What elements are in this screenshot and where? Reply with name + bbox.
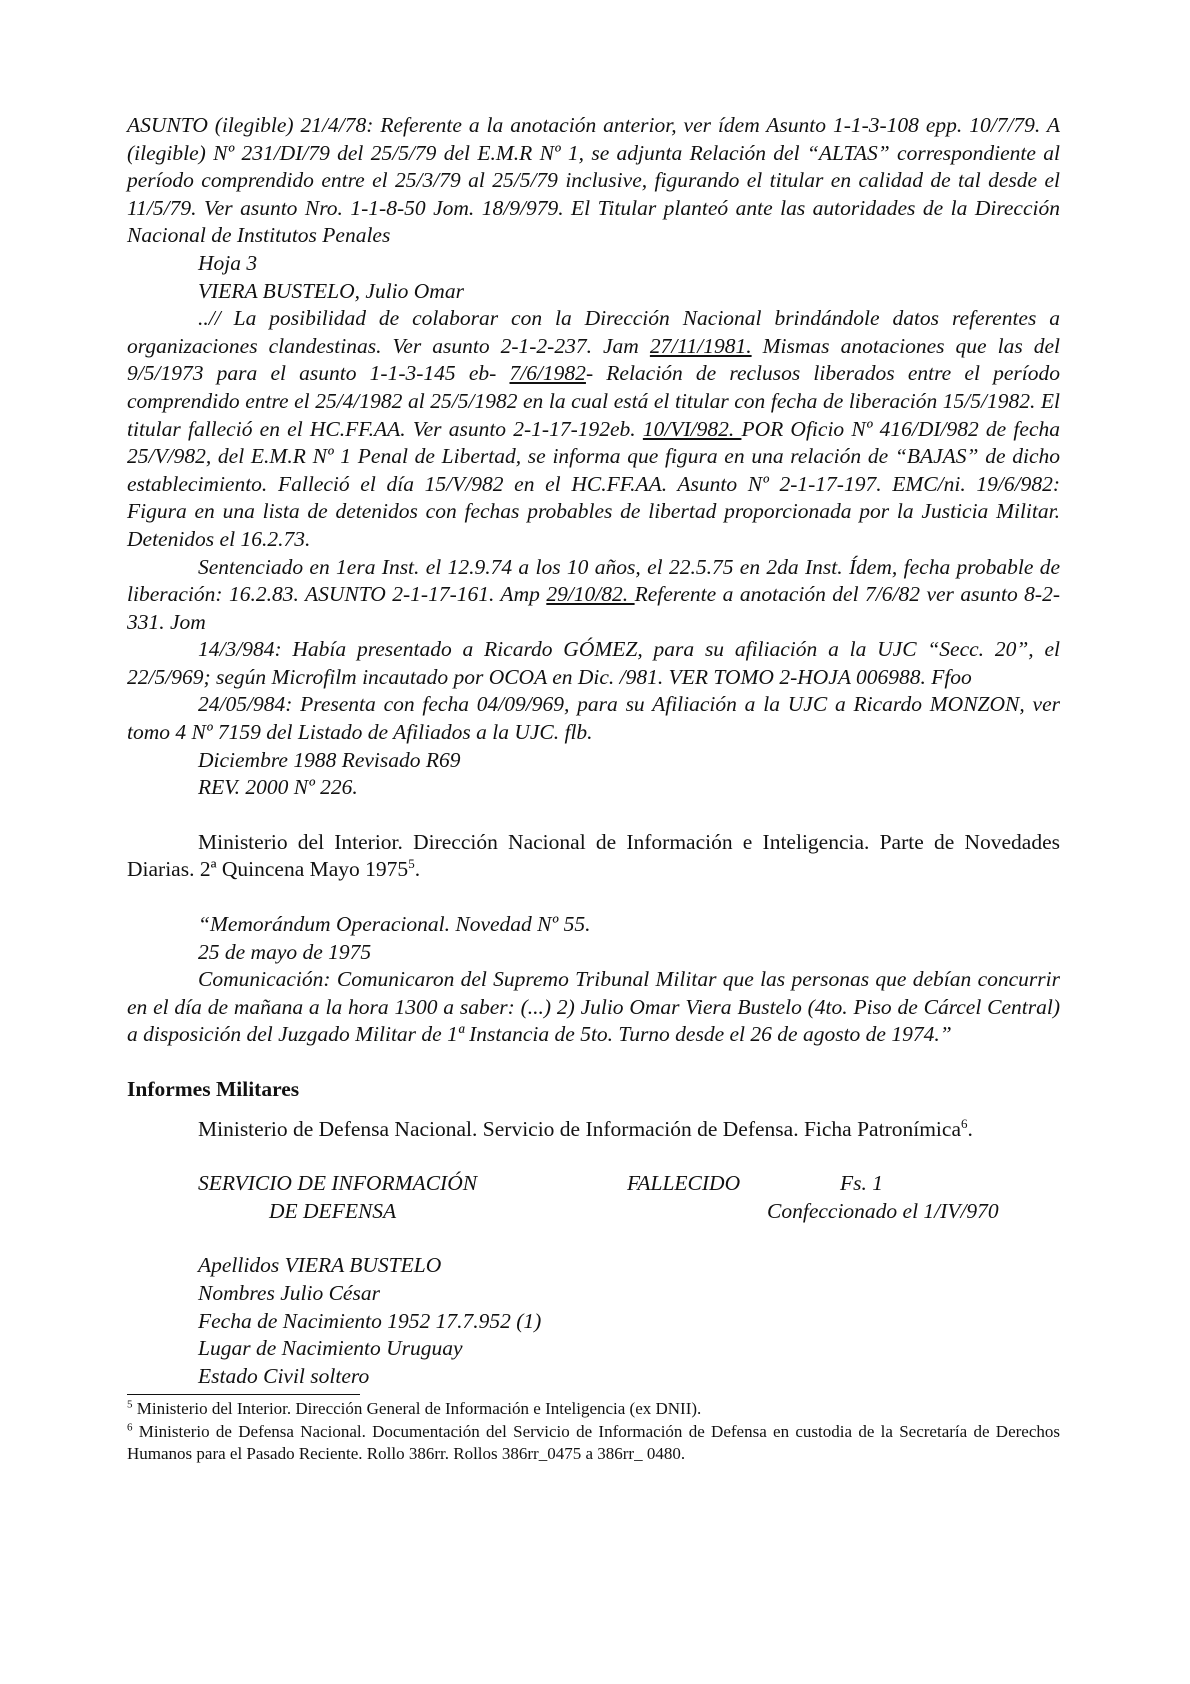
- confeccionado-label: Confeccionado el 1/IV/970: [767, 1198, 999, 1223]
- asunto-paragraph: ASUNTO (ilegible) 21/4/78: Referente a la anotación anterior, ver ídem Asunto 1-1-3-108 epp. 10/7/79. A (ilegible) Nº 231/DI/79 del 25/5/79 del E.M.R Nº 1, se adjunta Relación del “ALTAS” correspondiente al período comprendido entre el 25/3/79 al 25/5/79 inclusive, figurando el titular en calidad de tal desde el 11/5/79. Ver asunto Nro. 1-1-8-50 Jom. 18/9/979. El Titular planteó ante las autoridades de la Dirección Nacional de Institutos Penales: [127, 113, 1060, 248]
- afiliacion-paragraph-2: 24/05/984: Presenta con fecha 04/09/969, para su Afiliación a la UJC a Ricardo MONZON, ver tomo 4 Nº 7159 del Listado de Afiliados a la UJC. flb.: [127, 692, 1060, 745]
- folio-label: Fs. 1: [840, 1171, 883, 1196]
- underlined-date: 29/10/82.: [546, 582, 635, 607]
- underlined-date: 10/VI/982.: [642, 416, 742, 441]
- text-run: Mismas anotaciones que las del 9/5/1973 para el asunto 1-1-3-145 eb-: [127, 333, 1061, 386]
- servicio-label-cont: DE DEFENSA: [269, 1198, 397, 1223]
- ministerio-defensa-paragraph: [127, 1116, 1060, 1144]
- text-run: Ministerio del Interior. Dirección Nacional de Información e Inteligencia. Parte de Novedades Diarias. 2ª Quincena Mayo 1975: [127, 829, 1060, 882]
- footnote-number: 5: [127, 1398, 133, 1411]
- footnote-ref: 5: [408, 856, 415, 872]
- subject-name: VIERA BUSTELO, Julio Omar: [198, 278, 464, 303]
- footnote-text: Ministerio de Defensa Nacional. Documentación del Servicio de Información de Defensa en custodia de la Secretaría de Derechos Humanos para el Pasado Reciente. Rollo 386rr. Rollos 386rr_0475 a 386rr_ 0480.: [127, 1421, 1060, 1464]
- ficha-header-row-2: [127, 1198, 1060, 1226]
- text-run: POR Oficio Nº 416/DI/982 de fecha 25/V/982, del E.M.R Nº 1 Penal de Libertad, se informa que figura en una relación de “BAJAS” de dicho establecimiento. Falleció el día 15/V/982 en el HC.FF.AA. Asunto Nº 2-1-17-197. EMC/ni. 19/6/982: Figura en una lista de detenidos con fechas probables de libertad proporcionada por la Justicia Militar. Detenidos el 16.2.73.: [127, 416, 1060, 551]
- estado-label: FALLECIDO: [627, 1171, 741, 1196]
- footnote-6: [127, 1421, 1060, 1466]
- footnote-ref: 6: [961, 1115, 968, 1131]
- text-run: Ministerio de Defensa Nacional. Servicio de Información de Defensa. Ficha Patronímica: [198, 1116, 961, 1141]
- underlined-date: 7/6/1982: [509, 361, 586, 386]
- footnote-text: Ministerio del Interior. Dirección General de Información e Inteligencia (ex DNII).: [132, 1399, 702, 1419]
- text-run: .: [967, 1116, 973, 1141]
- text-run: .: [414, 857, 421, 882]
- servicio-label: SERVICIO DE INFORMACIÓN: [198, 1171, 478, 1196]
- document-page: [127, 112, 1060, 1466]
- memo-title: “Memorándum Operacional. Novedad Nº 55.: [198, 912, 591, 937]
- memo-date: 25 de mayo de 1975: [198, 939, 372, 964]
- ficha-nombres: Nombres Julio César: [198, 1280, 380, 1305]
- ficha-nacimiento: Fecha de Nacimiento 1952 17.7.952 (1): [198, 1308, 542, 1333]
- text-run: ..// La posibilidad de colaborar con la Dirección Nacional brindándole datos referentes a organizaciones clandestinas. Ver asunto 2-1-2-237. Jam: [127, 306, 1060, 358]
- ficha-lugar: Lugar de Nacimiento Uruguay: [198, 1336, 463, 1361]
- colaborar-paragraph: [127, 305, 1060, 553]
- sentenciado-paragraph: [127, 554, 1060, 637]
- underlined-date: 27/11/1981.: [649, 333, 752, 358]
- hoja-label: Hoja 3: [198, 250, 258, 275]
- section-heading: Informes Militares: [127, 1077, 300, 1101]
- footnote-separator: [127, 1394, 360, 1395]
- text-run: Sentenciado en 1era Inst. el 12.9.74 a los 10 años, el 22.5.75 en 2da Inst. Ídem, fecha probable de liberación: 16.2.83. ASUNTO 2-1-17-161. Amp: [127, 554, 1060, 607]
- afiliacion-paragraph-1: 14/3/984: Había presentado a Ricardo GÓMEZ, para su afiliación a la UJC “Secc. 20”, el 22/5/969; según Microfilm incautado por OCOA en Dic. /981. VER TOMO 2-HOJA 006988. Ffoo: [127, 637, 1060, 689]
- footnote-5: [127, 1398, 1060, 1421]
- ficha-estado-civil: Estado Civil soltero: [198, 1363, 370, 1388]
- text-run: - Relación de reclusos liberados entre el período comprendido entre el 25/4/1982 al 25/5/1982 en la cual está el titular con fecha de liberación 15/5/1982. El titular falleció en el HC.FF.AA. Ver asunto 2-1-17-192eb.: [127, 361, 1060, 441]
- text-run: Referente a anotación del 7/6/82 ver asunto 8-2-331. Jom: [127, 582, 1060, 634]
- footnote-number: 6: [127, 1421, 133, 1434]
- revision-line-1: Diciembre 1988 Revisado R69: [198, 747, 461, 772]
- memo-body: Comunicación: Comunicaron del Supremo Tribunal Militar que las personas que debían concurrir en el día de mañana a la hora 1300 a saber: (...) 2) Julio Omar Viera Bustelo (4to. Piso de Cárcel Central) a disposición del Juzgado Militar de 1ª Instancia de 5to. Turno desde el 26 de agosto de 1974.”: [127, 967, 1060, 1047]
- ficha-apellidos: Apellidos VIERA BUSTELO: [198, 1253, 442, 1278]
- revision-line-2: REV. 2000 Nº 226.: [198, 775, 358, 800]
- ficha-header-row-1: [127, 1170, 1060, 1198]
- ministerio-interior-paragraph: [127, 829, 1060, 884]
